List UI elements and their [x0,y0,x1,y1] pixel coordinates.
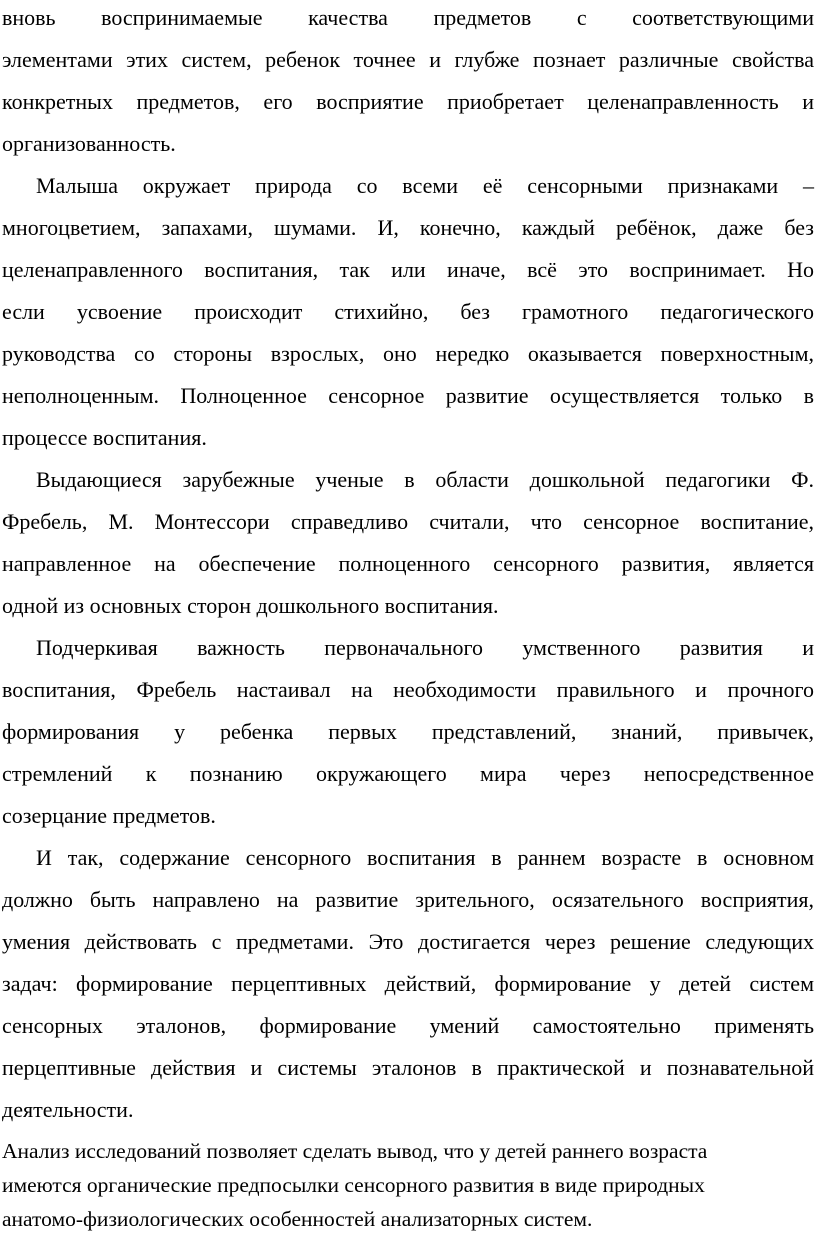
text-line: руководства со стороны взрослых, оно нередко оказывается поверхностным, [2,341,814,366]
text-line: вновь воспринимаемые качества предметов с соответствующими [2,5,814,30]
text-line: организованность. [2,131,176,156]
text-line: созерцание предметов. [2,803,216,828]
text-line: одной из основных сторон дошкольного воспитания. [2,593,499,618]
text-line: направленное на обеспечение полноценного сенсорного развития, является [2,551,814,576]
text-line: неполноценным. Полноценное сенсорное развитие осуществляется только в [2,383,814,408]
paragraph-first-line: Подчеркивая важность первоначального умственного развития и [36,635,814,660]
text-line: формирования у ребенка первых представлений, знаний, привычек, [2,719,814,744]
text-line: деятельности. [2,1097,134,1122]
text-line: воспитания, Фребель настаивал на необходимости правильного и прочного [2,677,814,702]
text-line: процессе воспитания. [2,425,207,450]
text-line: анатомо-физиологических особенностей анализаторных систем. [2,1207,593,1231]
text-line: Анализ исследований позволяет сделать вывод, что у детей раннего возраста [2,1139,708,1163]
text-line: целенаправленного воспитания, так или иначе, всё это воспринимает. Но [2,257,814,282]
text-line: Фребель, М. Монтессори справедливо считали, что сенсорное воспитание, [2,509,814,534]
text-line: если усвоение происходит стихийно, без грамотного педагогического [2,299,814,324]
text-line: перцептивные действия и системы эталонов в практической и познавательной [2,1055,814,1080]
text-line: должно быть направлено на развитие зрительного, осязательного восприятия, [2,887,814,912]
text-line: конкретных предметов, его восприятие приобретает целенаправленность и [2,89,814,114]
text-line: умения действовать с предметами. Это достигается через решение следующих [2,929,814,954]
paragraph-first-line: Малыша окружает природа со всеми её сенсорными признаками – [36,173,814,198]
text-line: элементами этих систем, ребенок точнее и глубже познает различные свойства [2,47,814,72]
text-line: имеются органические предпосылки сенсорного развития в виде природных [2,1173,705,1197]
text-line: сенсорных эталонов, формирование умений самостоятельно применять [2,1013,814,1038]
paragraph-first-line: Выдающиеся зарубежные ученые в области дошкольной педагогики Ф. [36,467,814,492]
text-line: стремлений к познанию окружающего мира через непосредственное [2,761,814,786]
paragraph-first-line: И так, содержание сенсорного воспитания в раннем возрасте в основном [36,845,814,870]
text-line: многоцветием, запахами, шумами. И, конечно, каждый ребёнок, даже без [2,215,814,240]
text-line: задач: формирование перцептивных действий, формирование у детей систем [2,971,814,996]
